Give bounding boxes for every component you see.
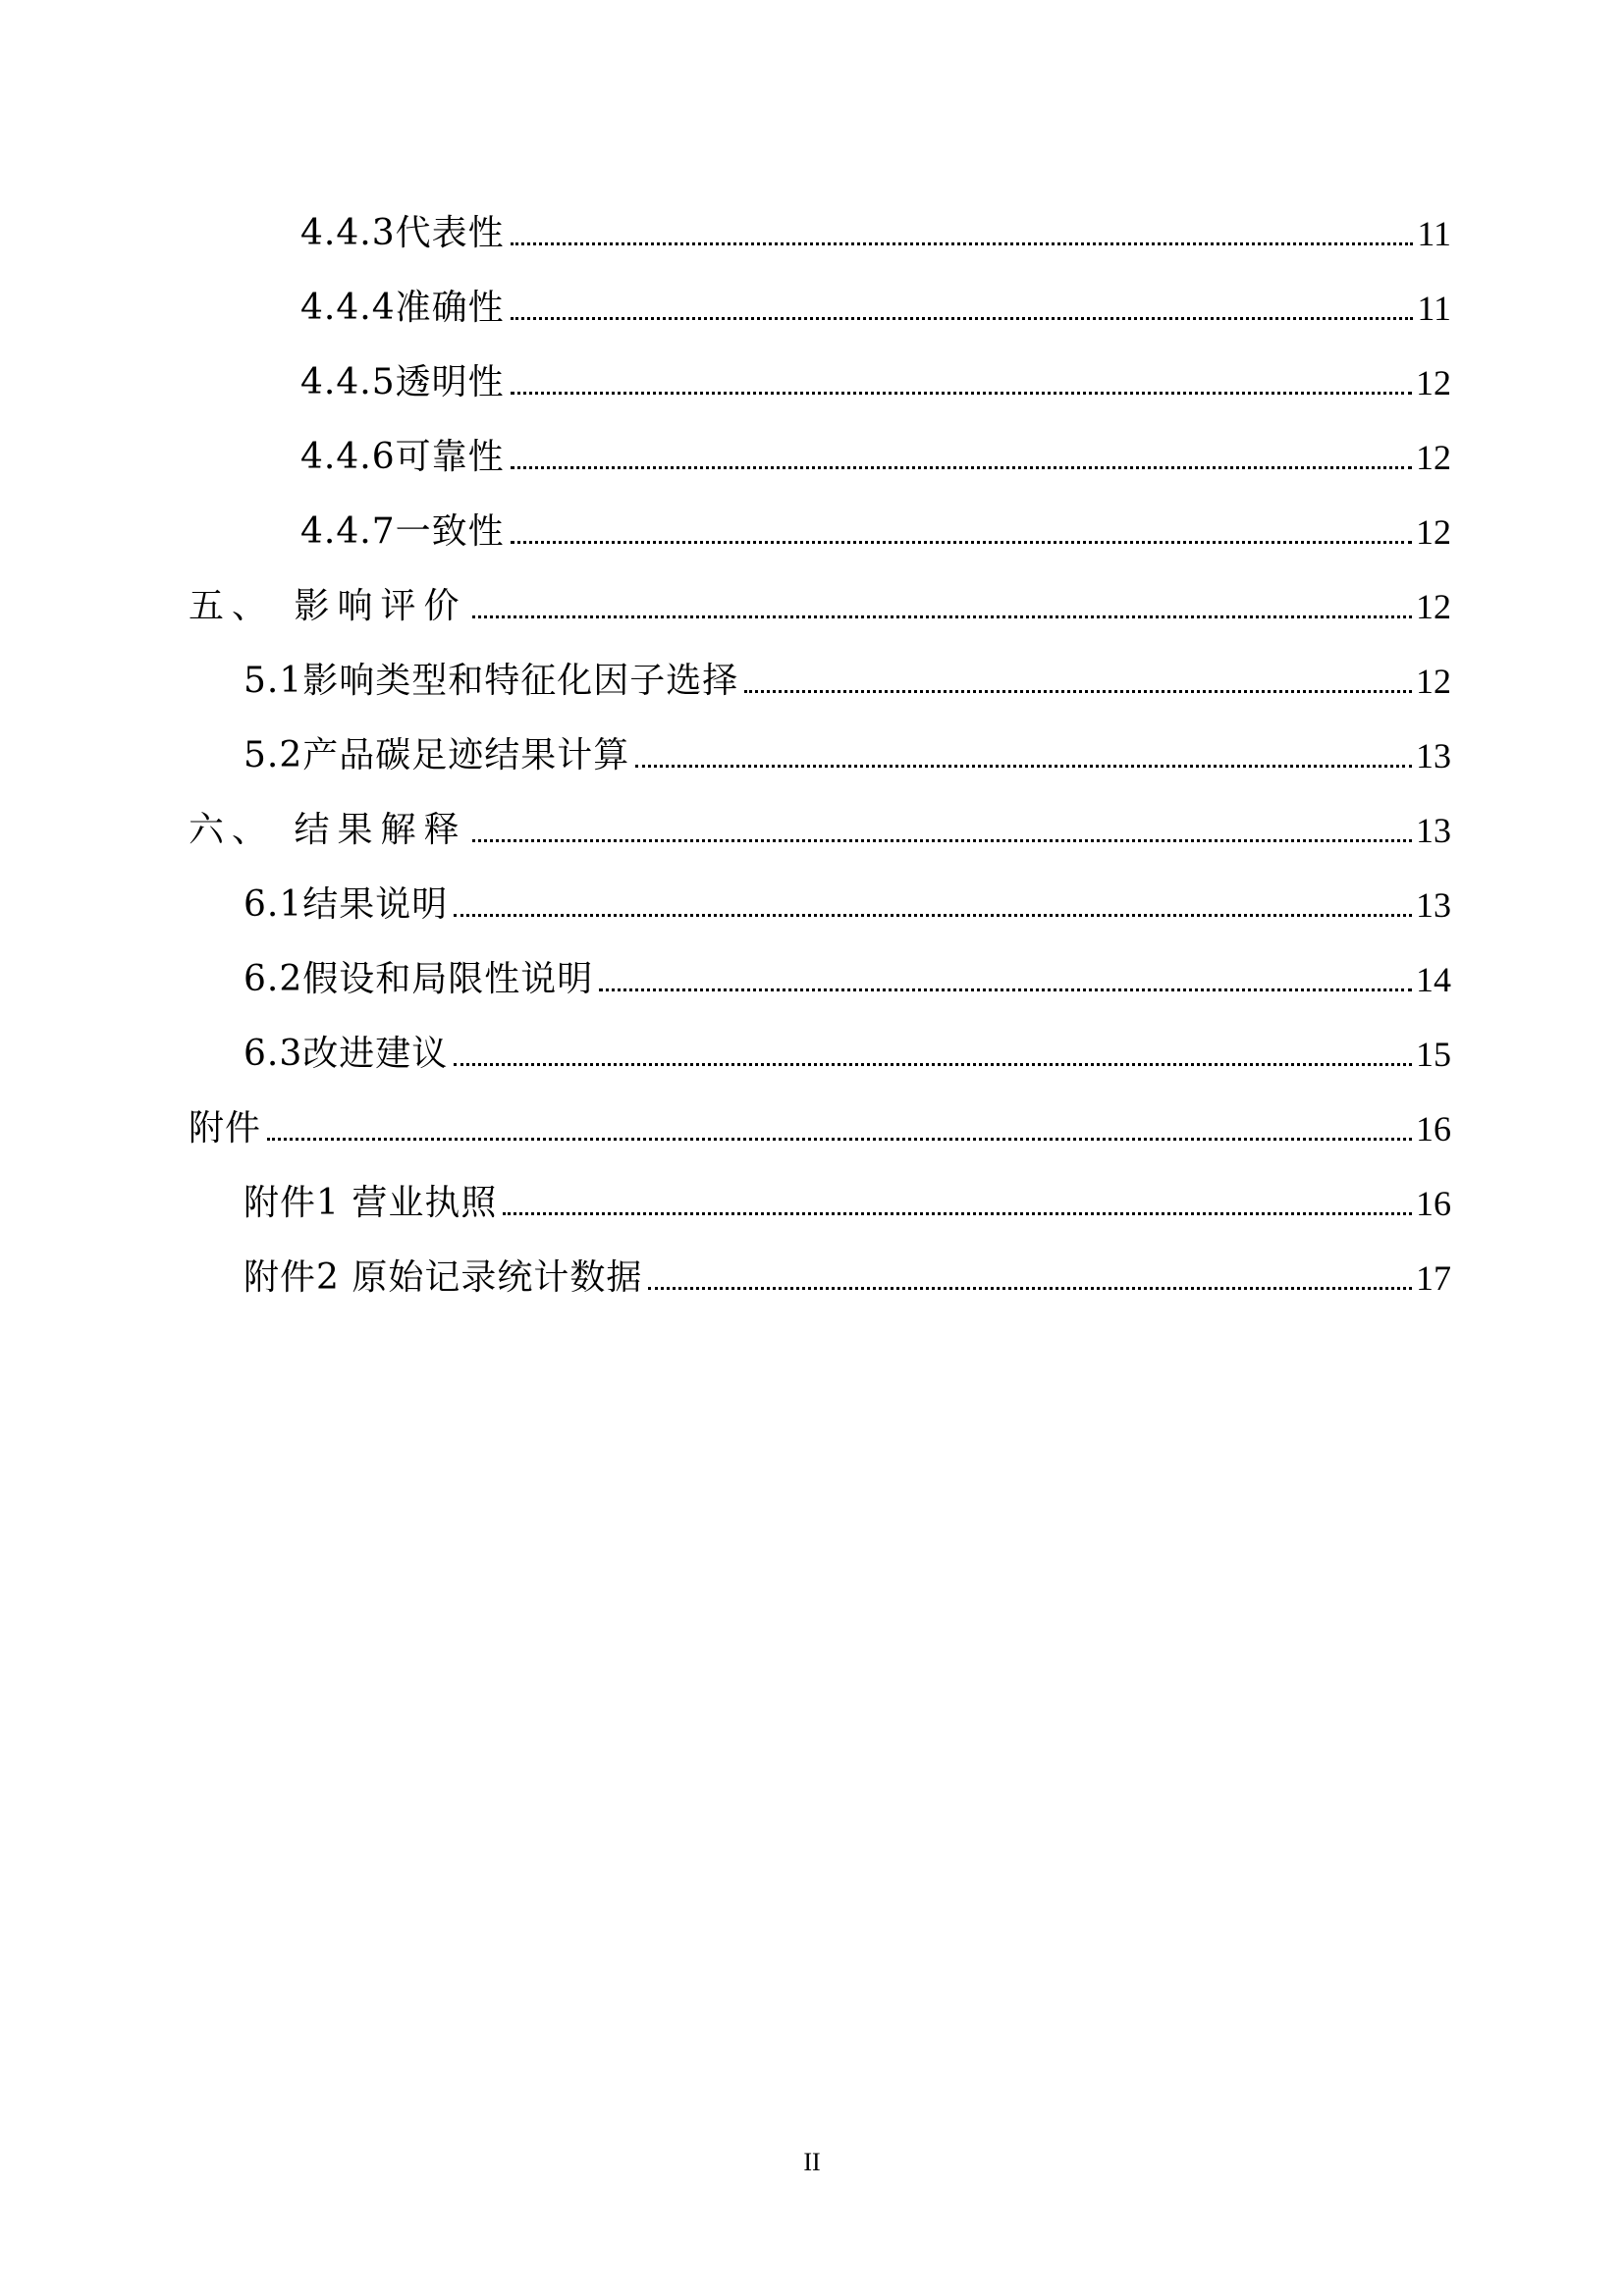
toc-entry-chapter-5[interactable]	[189, 569, 1451, 628]
toc-entry-label: 4.4.4准确性	[300, 288, 505, 328]
dot-leader	[511, 466, 1412, 469]
toc-entry-label: 4.4.5透明性	[300, 362, 505, 402]
toc-entry-appendix[interactable]	[189, 1092, 1451, 1150]
toc-page-number: 15	[1416, 1035, 1451, 1074]
toc-page-number: 11	[1417, 289, 1451, 328]
toc-entry-label: 4.4.7一致性	[300, 511, 505, 552]
toc-entry-label: 六、 结果解释	[189, 810, 467, 850]
toc-page-number: 13	[1416, 885, 1451, 925]
toc-entry-label: 附件2 原始记录统计数据	[244, 1257, 643, 1298]
toc-entry-label: 五、 影响评价	[189, 586, 467, 626]
toc-entry-label: 6.3改进建议	[244, 1034, 449, 1074]
toc-entry-label: 6.2假设和局限性说明	[244, 959, 594, 999]
toc-entry-5-1[interactable]	[244, 644, 1451, 703]
toc-entry-label: 4.4.6可靠性	[300, 437, 505, 477]
toc-page-number: 12	[1416, 587, 1451, 626]
toc-entry-label: 附件1 营业执照	[244, 1183, 498, 1223]
toc-entry-4-4-6[interactable]	[300, 420, 1451, 479]
toc-entry-chapter-6[interactable]	[189, 793, 1451, 852]
dot-leader	[635, 765, 1412, 768]
toc-entry-appendix-1[interactable]	[244, 1166, 1451, 1225]
dot-leader	[503, 1212, 1412, 1215]
toc-page-number: 12	[1416, 662, 1451, 701]
toc-page-number: 12	[1416, 512, 1451, 552]
dot-leader	[511, 242, 1414, 245]
toc-entry-6-1[interactable]	[244, 868, 1451, 927]
toc-page-number: 17	[1416, 1258, 1451, 1298]
toc-entry-5-2[interactable]	[244, 719, 1451, 777]
toc-entry-4-4-3[interactable]	[300, 196, 1451, 255]
dot-leader	[511, 392, 1412, 395]
dot-leader	[454, 1063, 1412, 1066]
dot-leader	[648, 1287, 1412, 1290]
toc-page-number: 16	[1416, 1109, 1451, 1148]
toc-page-number: 12	[1416, 438, 1451, 477]
toc-entry-label: 5.1影响类型和特征化因子选择	[244, 661, 739, 701]
toc-page-number: 14	[1416, 960, 1451, 999]
dot-leader	[744, 690, 1412, 693]
toc-entry-6-2[interactable]	[244, 942, 1451, 1001]
dot-leader	[267, 1138, 1412, 1141]
dot-leader	[599, 988, 1412, 991]
page-number: II	[803, 2148, 821, 2176]
toc-page-number: 16	[1416, 1184, 1451, 1223]
toc-entry-label: 5.2产品碳足迹结果计算	[244, 735, 630, 775]
dot-leader	[454, 914, 1412, 917]
toc-entry-label: 4.4.3代表性	[300, 213, 505, 253]
toc-entry-4-4-5[interactable]	[300, 346, 1451, 404]
dot-leader	[511, 317, 1414, 320]
toc-entry-4-4-7[interactable]	[300, 495, 1451, 554]
toc-page-number: 13	[1416, 736, 1451, 775]
dot-leader	[472, 839, 1412, 842]
toc-entry-appendix-2[interactable]	[244, 1241, 1451, 1300]
toc-page-number: 12	[1416, 363, 1451, 402]
dot-leader	[511, 541, 1412, 544]
toc-entry-4-4-4[interactable]	[300, 271, 1451, 330]
toc-page-number: 13	[1416, 811, 1451, 850]
toc-page-number: 11	[1417, 214, 1451, 253]
toc-entry-label: 附件	[189, 1108, 262, 1148]
toc-entry-label: 6.1结果说明	[244, 884, 449, 925]
toc-entry-6-3[interactable]	[244, 1017, 1451, 1076]
dot-leader	[472, 615, 1412, 618]
